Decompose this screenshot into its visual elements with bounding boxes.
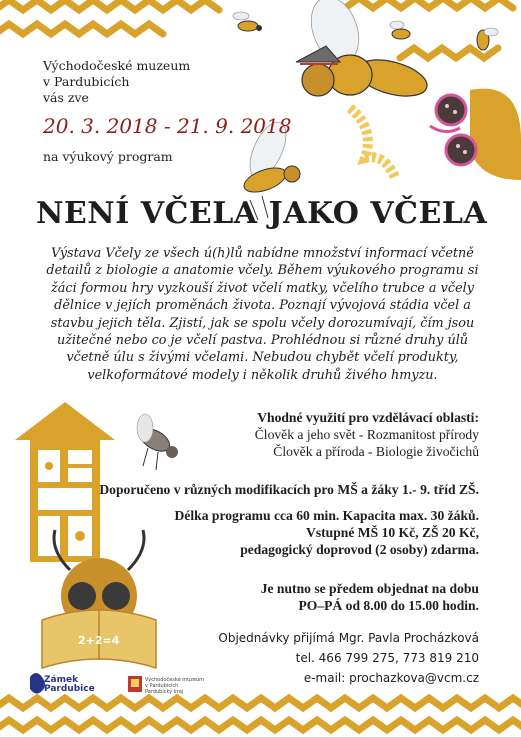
organizer-line-1: Východočeské muzeum bbox=[43, 58, 191, 73]
details-line-3: pedagogický doprovod (2 osoby) zdarma. bbox=[240, 542, 479, 557]
area-item: Člověk a příroda - Biologie živočichů bbox=[273, 444, 479, 459]
booking-line-2: PO–PÁ od 8.00 do 15.00 hodin. bbox=[298, 598, 479, 613]
contact-phone: tel. 466 799 275, 773 819 210 bbox=[295, 651, 479, 665]
details-line-1: Délka programu cca 60 min. Kapacita max. 30 žáků. bbox=[174, 508, 479, 523]
small-bee-icon bbox=[390, 21, 410, 39]
bee-with-hat-illustration bbox=[296, 0, 431, 178]
program-subtitle: na výukový program bbox=[43, 149, 173, 164]
recommended-text: Doporučeno v různých modifikacích pro MŠ a žáky 1.- 9. tříd ZŠ. bbox=[99, 482, 479, 497]
organizer-intro bbox=[43, 58, 190, 106]
page-title: NENÍ VČELA JAKO VČELA bbox=[36, 196, 488, 231]
organizer-line-2: v Pardubicích bbox=[43, 74, 130, 89]
small-bee-icon bbox=[233, 12, 262, 31]
invite-text: vás zve bbox=[43, 90, 89, 105]
zamek-pardubice-logo-mark bbox=[30, 673, 45, 694]
bee-sketch-illustration bbox=[137, 414, 178, 470]
program-details bbox=[175, 507, 479, 558]
contact-info bbox=[218, 628, 479, 688]
program-dates: 20. 3. 2018 - 21. 9. 2018 bbox=[43, 114, 292, 138]
honeycomb-zigzag-bottom bbox=[0, 698, 521, 730]
areas-heading: Vhodné využití pro vzdělávací oblasti: bbox=[257, 410, 479, 425]
booking-info bbox=[261, 580, 479, 614]
contact-line-1: Objednávky přijímá Mgr. Pavla Procházková bbox=[218, 631, 479, 645]
zamek-pardubice-logo: Zámek Pardubice bbox=[44, 675, 95, 694]
area-item: Člověk a jeho svět - Rozmanitost přírody bbox=[254, 427, 479, 442]
education-areas bbox=[255, 409, 479, 460]
museum-logo: Východočeské muzeum v Pardubicích Pardubický kraj bbox=[145, 677, 205, 695]
book-equation: 2+2=4 bbox=[78, 634, 120, 647]
details-line-2: Vstupné MŠ 10 Kč, ZŠ 20 Kč, bbox=[306, 525, 479, 540]
booking-line-1: Je nutno se předem objednat na dobu bbox=[260, 581, 479, 596]
bee-face-illustration bbox=[430, 89, 521, 180]
museum-logo-mark bbox=[128, 676, 142, 692]
contact-email: e-mail: prochazkova@vcm.cz bbox=[303, 671, 479, 685]
program-description: Výstava Včely ze všech ú(h)lů nabídne množství informací včetně detailů z biologie a anatomie včely. Během výukového programu si žáci formou hry vyzkouší život včelí matky, včelího trubce a včely dělnice v jejích proměnách života. Poznají vývojová stádia včel a stavbu jejich těla. Zjistí, jak se spolu včely dorozumívají, čím jsou užitečné nebo co je včelí pastva. Prohlédnou si různé druhy úlů včetně úlu s živými včelami. Nebudou chybět včelí produkty, velkoformátové modely i několik druhů živého hmyzu. bbox=[46, 246, 479, 383]
